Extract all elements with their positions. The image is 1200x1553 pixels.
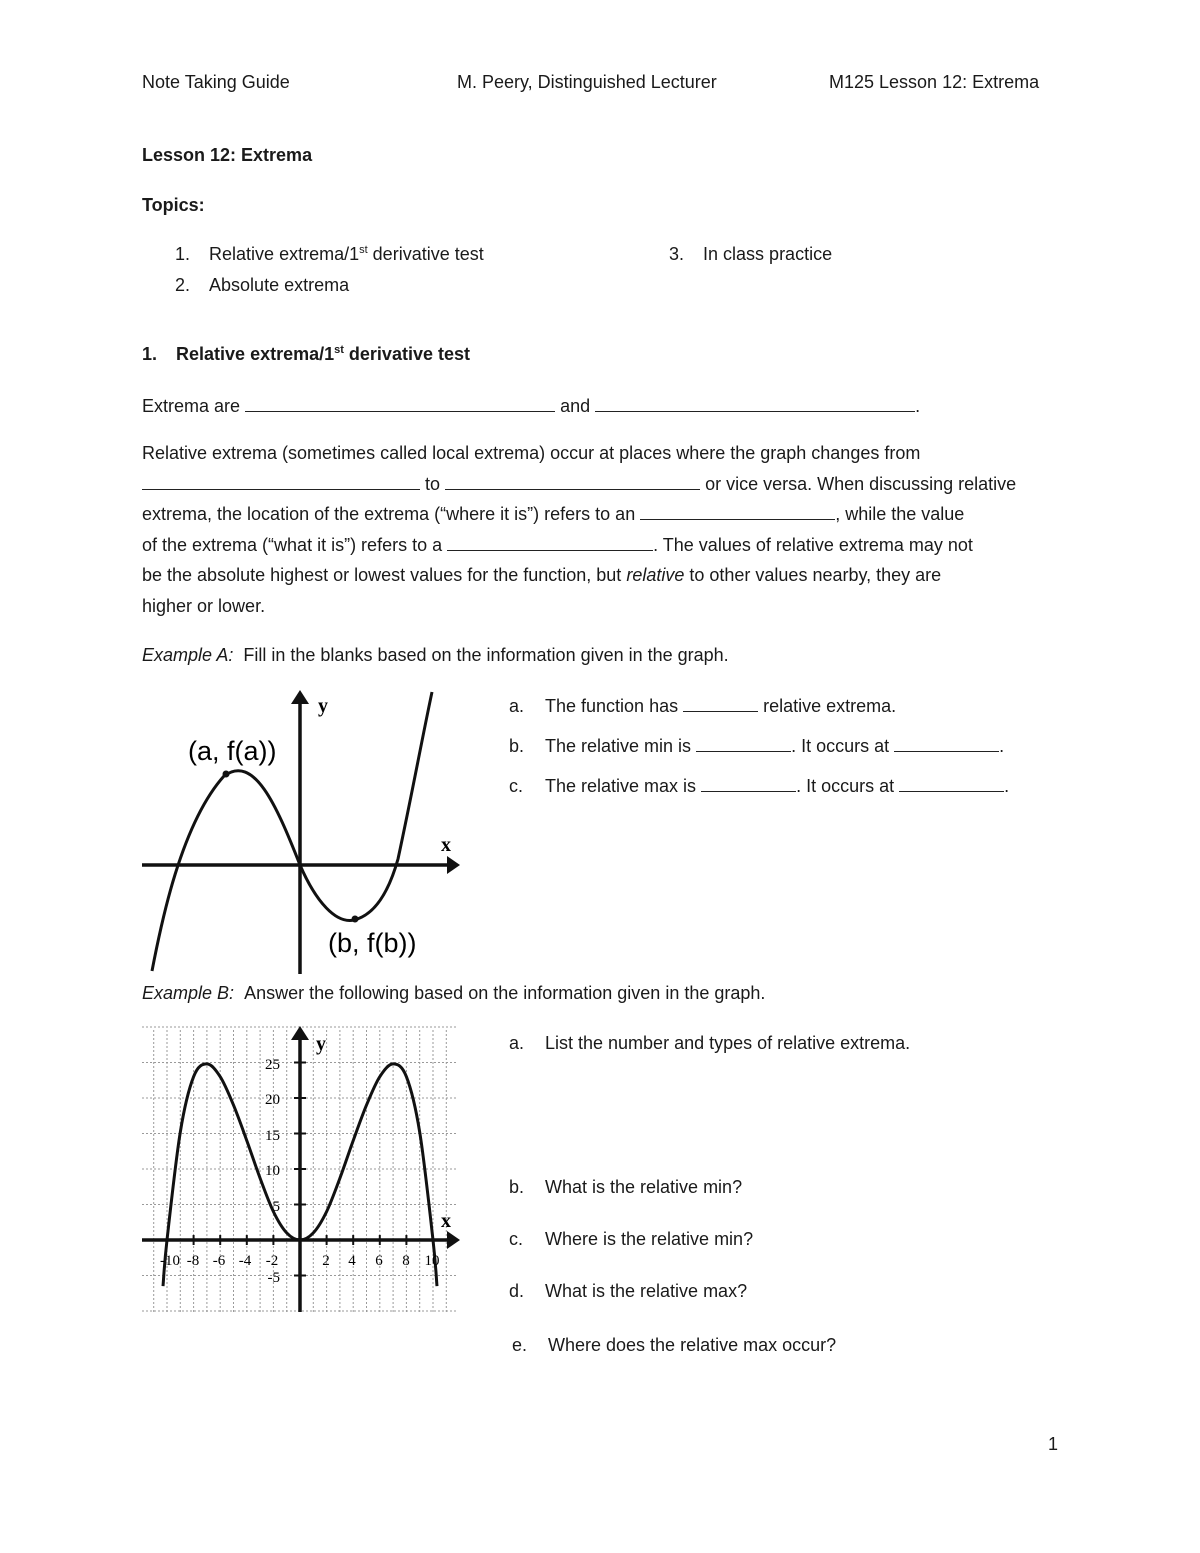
header-center: M. Peery, Distinguished Lecturer xyxy=(457,72,717,92)
paragraph-text: of the extrema (“what it is”) refers to a xyxy=(142,534,443,555)
y-tick-label: 25 xyxy=(265,1057,280,1073)
to-text: to xyxy=(425,473,441,494)
relative-extrema-paragraph xyxy=(142,438,1062,621)
topic-item-2 xyxy=(175,275,349,296)
fill-blank[interactable] xyxy=(899,774,1004,792)
question-text: The relative max is xyxy=(545,776,697,796)
example-a-heading xyxy=(142,645,729,666)
paragraph-line xyxy=(142,469,1062,500)
extrema-text: Extrema are xyxy=(142,396,241,416)
question-letter: c. xyxy=(509,776,524,796)
example-b-question-b xyxy=(509,1177,742,1198)
page-number: 1 xyxy=(1048,1434,1059,1454)
x-axis-arrow xyxy=(447,1231,460,1249)
paragraph-line: Relative extrema (sometimes called local extrema) occur at places where the graph changes from xyxy=(142,443,921,463)
paragraph-text: be the absolute highest or lowest values for the function, but xyxy=(142,565,622,585)
fill-blank[interactable] xyxy=(445,472,700,490)
y-tick-label: -5 xyxy=(267,1270,280,1286)
y-tick-label: 10 xyxy=(265,1163,280,1179)
example-label: Example B: xyxy=(142,983,235,1003)
question-letter: b. xyxy=(509,736,525,756)
x-axis-label: x xyxy=(441,834,451,856)
min-point-label: (b, f(b)) xyxy=(328,928,417,958)
y-axis-label: y xyxy=(316,1033,326,1055)
x-tick-label: -2 xyxy=(265,1253,279,1269)
question-text: . xyxy=(999,736,1005,756)
max-point-label: (a, f(a)) xyxy=(188,736,277,766)
example-a-question-b xyxy=(509,734,1004,757)
example-b-question-c xyxy=(509,1229,753,1250)
header-left: Note Taking Guide xyxy=(142,72,290,92)
paragraph-text: extrema, the location of the extrema (“where it is”) refers to an xyxy=(142,504,636,524)
y-axis-arrow xyxy=(291,690,309,704)
question-letter: d. xyxy=(509,1281,525,1301)
relative-max-point xyxy=(223,771,230,778)
x-tick-label: -6 xyxy=(212,1253,226,1269)
x-tick-label: -8 xyxy=(186,1253,200,1269)
topic-text: Relative extrema/1 xyxy=(209,244,360,264)
example-b-heading xyxy=(142,983,765,1004)
section-number: 1. xyxy=(142,344,158,364)
paragraph-text: , while the value xyxy=(835,504,965,524)
topic-text-post: derivative test xyxy=(367,244,484,264)
section-sup: st xyxy=(334,344,344,356)
fill-blank[interactable] xyxy=(696,734,791,752)
question-text: What is the relative min? xyxy=(545,1177,743,1197)
paragraph-text: or vice versa. When discussing relative xyxy=(705,473,1017,494)
fill-blank[interactable] xyxy=(245,394,555,412)
question-text: Where does the relative max occur? xyxy=(548,1335,837,1355)
question-text: The relative min is xyxy=(545,736,692,756)
question-text: . It occurs at xyxy=(796,776,895,796)
and-text: and xyxy=(560,396,591,416)
x-tick-label: 4 xyxy=(348,1253,356,1269)
example-b-question-d xyxy=(509,1281,747,1302)
x-tick-label: -10 xyxy=(160,1253,180,1269)
question-text: . It occurs at xyxy=(791,736,890,756)
question-text: List the number and types of relative extrema. xyxy=(545,1033,911,1053)
example-b-graph xyxy=(136,1022,468,1314)
x-axis-label: x xyxy=(441,1210,451,1232)
topic-number: 3. xyxy=(669,244,685,264)
example-a-question-c xyxy=(509,774,1009,797)
example-instruction: Fill in the blanks based on the information given in the graph. xyxy=(243,645,729,665)
x-tick-label: -4 xyxy=(238,1253,252,1269)
fill-blank[interactable] xyxy=(640,502,835,520)
section-title-post: derivative test xyxy=(343,344,470,364)
question-text: Where is the relative min? xyxy=(545,1229,754,1249)
topics-label: Topics: xyxy=(142,195,205,215)
topic-item-3 xyxy=(669,244,832,265)
fill-blank[interactable] xyxy=(894,734,999,752)
example-a-question-a xyxy=(509,694,896,717)
example-label: Example A: xyxy=(142,645,234,665)
topic-number: 2. xyxy=(175,275,191,295)
topic-text: In class practice xyxy=(703,244,833,264)
question-text: The function has xyxy=(545,696,679,716)
lesson-title: Lesson 12: Extrema xyxy=(142,145,313,165)
x-tick-label: 8 xyxy=(402,1253,410,1269)
question-letter: a. xyxy=(509,696,525,716)
y-tick-label: 20 xyxy=(265,1092,280,1108)
example-instruction: Answer the following based on the information given in the graph. xyxy=(244,983,766,1003)
question-letter: b. xyxy=(509,1177,525,1197)
fill-blank[interactable] xyxy=(595,394,915,412)
example-b-question-e xyxy=(512,1335,836,1356)
fill-blank[interactable] xyxy=(142,472,420,490)
question-text: What is the relative max? xyxy=(545,1281,748,1301)
question-letter: c. xyxy=(509,1229,524,1249)
topic-number: 1. xyxy=(175,244,191,264)
period-text: . xyxy=(915,396,921,416)
question-text: relative extrema. xyxy=(763,696,897,716)
x-tick-label: 2 xyxy=(322,1253,330,1269)
paragraph-text: . The values of relative extrema may not xyxy=(653,534,973,555)
x-tick-label: 10 xyxy=(424,1253,440,1269)
x-tick-label: 6 xyxy=(375,1253,383,1269)
example-b-question-a xyxy=(509,1033,910,1054)
extrema-definition-line xyxy=(142,394,920,417)
question-letter: a. xyxy=(509,1033,525,1053)
example-a-graph xyxy=(136,684,466,976)
fill-blank[interactable] xyxy=(447,533,653,551)
section-heading xyxy=(142,344,470,365)
fill-blank[interactable] xyxy=(701,774,796,792)
question-text: . xyxy=(1004,776,1010,796)
header-right: M125 Lesson 12: Extrema xyxy=(829,72,1040,92)
paragraph-line xyxy=(142,530,1062,561)
paragraph-line xyxy=(142,499,1062,530)
topic-text: Absolute extrema xyxy=(209,275,350,295)
section-title: Relative extrema/1 xyxy=(176,344,335,364)
paragraph-line: higher or lower. xyxy=(142,595,266,616)
y-tick-label: 15 xyxy=(265,1128,280,1144)
y-tick-label: 5 xyxy=(272,1199,280,1215)
x-axis-arrow xyxy=(447,856,460,874)
fill-blank[interactable] xyxy=(683,694,758,712)
emphasis-text: relative xyxy=(626,565,685,585)
question-letter: e. xyxy=(512,1335,528,1355)
topic-sup: st xyxy=(359,244,368,256)
paragraph-text: to other values nearby, they are xyxy=(689,565,942,585)
topic-item-1 xyxy=(175,244,484,265)
relative-min-point xyxy=(352,916,359,923)
y-axis-arrow xyxy=(291,1026,309,1040)
paragraph-line xyxy=(142,560,1062,591)
y-axis-label: y xyxy=(318,695,328,717)
